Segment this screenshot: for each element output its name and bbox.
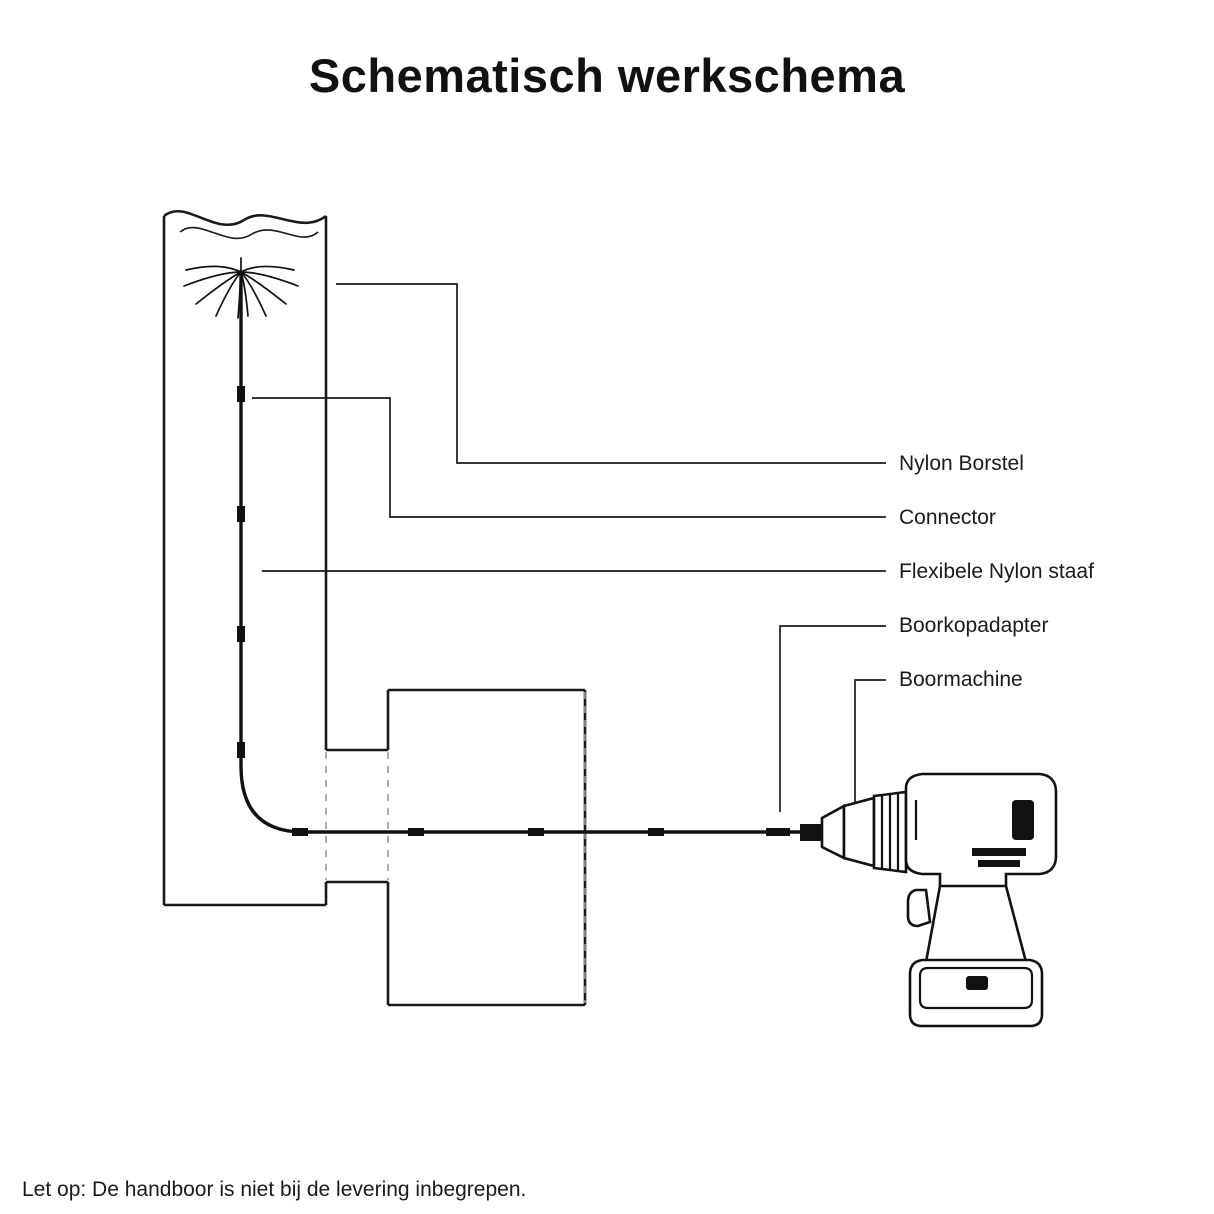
chimney-outline — [164, 211, 585, 1005]
page-title: Schematisch werkschema — [308, 49, 906, 102]
drill-illustration — [800, 774, 1056, 1026]
label-nylon-brush: Nylon Borstel — [899, 452, 1024, 475]
drill-vents — [1012, 800, 1034, 840]
label-connector: Connector — [899, 506, 996, 529]
footnote-text: Let op: De handboor is niet bij de levering inbegrepen. — [22, 1178, 527, 1201]
rod-connectors — [241, 386, 790, 832]
label-nylon-rod: Flexibele Nylon staaf — [899, 560, 1094, 583]
duct-hidden-edges — [326, 692, 585, 1003]
leader-lines — [252, 284, 886, 812]
label-drill: Boormachine — [899, 668, 1023, 691]
label-drill-adapter: Boorkopadapter — [899, 614, 1049, 637]
